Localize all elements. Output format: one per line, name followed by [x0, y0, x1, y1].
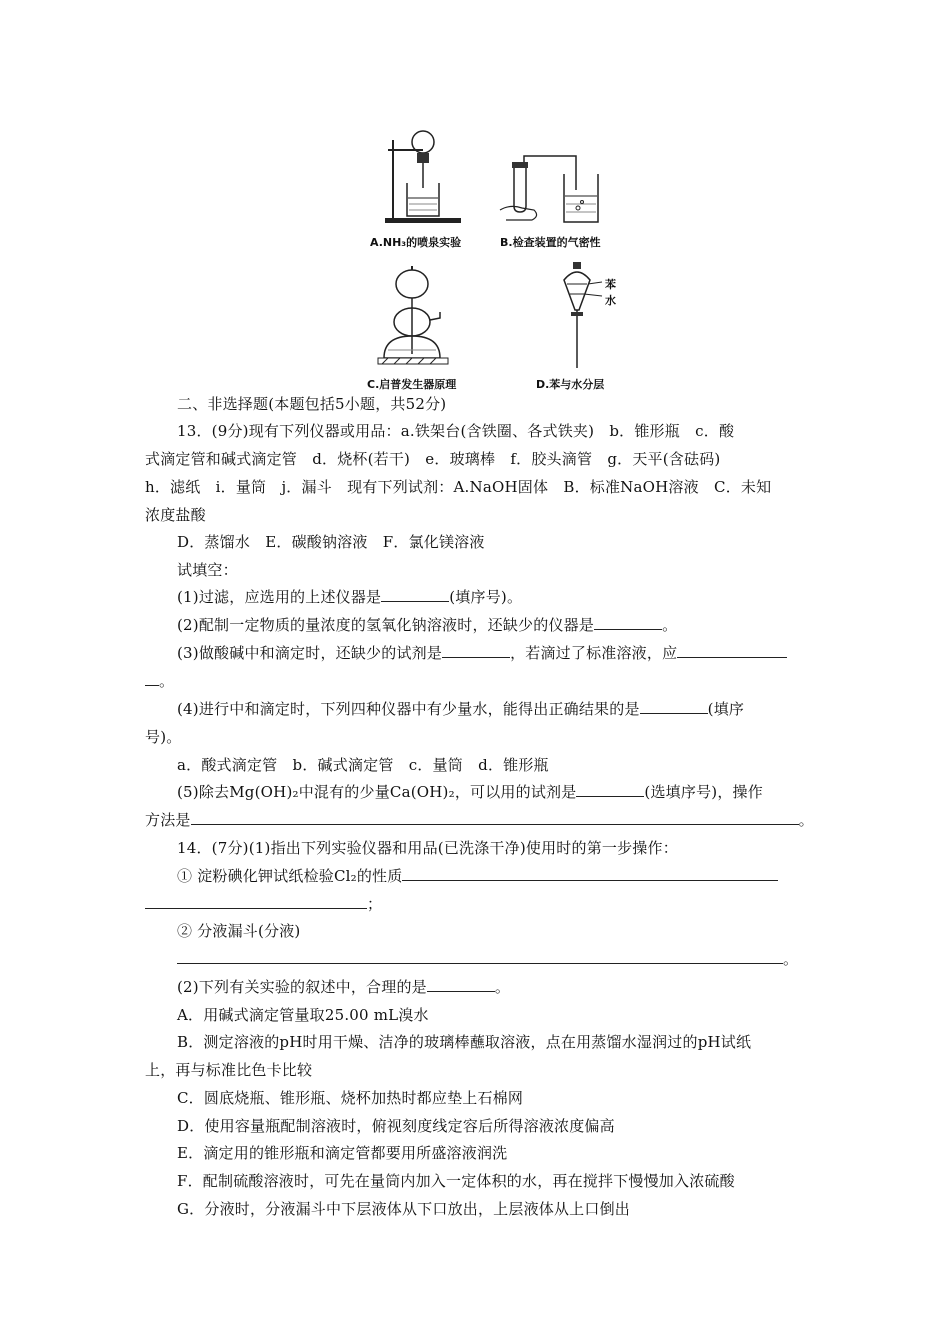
q13-part-4 — [177, 699, 744, 719]
q14-part-2-suffix: 。 — [494, 978, 511, 996]
q13-line-3: h．滤纸 i．量筒 j．漏斗 现有下列试剂：A.NaOH固体 B．标准NaOH溶液 C．未知 — [145, 478, 772, 496]
q13-part-4-continuation: 号)。 — [145, 728, 182, 746]
q14-item-2: ② 分液漏斗(分液) — [177, 922, 301, 940]
q13-part-3-blank-2[interactable] — [677, 643, 787, 658]
q13-part-2 — [177, 615, 677, 635]
q14-item-2-suffix: 。 — [783, 950, 799, 968]
q14-option-d: D．使用容量瓶配制溶液时，俯视刻度线定容后所得溶液浓度偏高 — [177, 1117, 615, 1135]
q13-part-3-blank-2-continued[interactable] — [145, 671, 159, 686]
q13-part-4-blank[interactable] — [640, 699, 708, 714]
q13-line-1: 13．(9分)现有下列仪器或用品：a.铁架台(含铁圈、各式铁夹) b．锥形瓶 c．酸 — [177, 422, 735, 440]
figure-c-kipp-generator — [378, 262, 468, 372]
q14-item-1-blank[interactable] — [402, 866, 778, 881]
q14-item-1-suffix: ； — [367, 895, 383, 913]
figure-b-airtightness-apparatus — [500, 150, 610, 230]
q14-item-1-text: ① 淀粉碘化钾试纸检验Cl₂的性质 — [177, 867, 403, 885]
figure-a-fountain-apparatus — [383, 128, 463, 228]
figure-c-caption: C.启普发生器原理 — [367, 378, 457, 391]
q13-part-5-suffix: 。 — [798, 811, 814, 829]
q14-line-1: 14．(7分)(1)指出下列实验仪器和用品(已洗涤干净)使用时的第一步操作： — [177, 839, 678, 857]
q13-line-4: 浓度盐酸 — [145, 506, 206, 524]
q14-option-e: E．滴定用的锥形瓶和滴定管都要用所盛溶液润洗 — [177, 1144, 508, 1162]
q13-part-2-text: (2)配制一定物质的量浓度的氢氧化钠溶液时，还缺少的仪器是 — [177, 616, 595, 634]
q13-part-3-suffix: 。 — [159, 672, 175, 690]
q14-option-b-continuation: 上，再与标准比色卡比较 — [145, 1061, 313, 1079]
q13-part-4-text: (4)进行中和滴定时，下列四种仪器中有少量水，能得出正确结果的是 — [177, 700, 640, 718]
q14-part-2 — [177, 977, 510, 997]
q13-fill-prompt: 试填空： — [177, 561, 238, 579]
q13-part-4-options: a．酸式滴定管 b．碱式滴定管 c．量筒 d．锥形瓶 — [177, 756, 549, 774]
q13-part-5-continuation — [145, 810, 814, 830]
q13-part-5-middle: (选填序号)，操作 — [644, 783, 763, 801]
q14-part-2-blank[interactable] — [427, 977, 495, 992]
q13-part-5 — [177, 782, 763, 802]
q13-part-1-suffix: (填序号)。 — [449, 588, 523, 606]
q14-option-c: C．圆底烧瓶、锥形瓶、烧杯加热时都应垫上石棉网 — [177, 1089, 524, 1107]
q13-part-3 — [177, 643, 787, 663]
q13-line-2: 式滴定管和碱式滴定管 d．烧杯(若干) e．玻璃棒 f．胶头滴管 g．天平(含砝码) — [145, 450, 721, 468]
q14-item-1 — [177, 866, 778, 886]
q13-part-5-blank-2[interactable] — [191, 810, 799, 825]
section-title: 二、非选择题(本题包括5小题，共52分) — [177, 395, 447, 413]
q14-part-2-text: (2)下列有关实验的叙述中，合理的是 — [177, 978, 427, 996]
q13-part-2-suffix: 。 — [662, 616, 678, 634]
q13-part-5-method-label: 方法是 — [145, 811, 191, 829]
q13-part-3-blank-1[interactable] — [442, 643, 510, 658]
q14-option-f: F．配制硫酸溶液时，可先在量筒内加入一定体积的水，再在搅拌下慢慢加入浓硫酸 — [177, 1172, 735, 1190]
q13-part-1-blank[interactable] — [381, 587, 449, 602]
q13-part-3-text: (3)做酸碱中和滴定时，还缺少的试剂是 — [177, 644, 443, 662]
q14-item-2-answer — [177, 949, 798, 969]
q13-part-1 — [177, 587, 522, 607]
figure-d-caption: D.苯与水分层 — [536, 378, 605, 391]
figure-b-caption: B.检查装置的气密性 — [500, 236, 601, 249]
q14-option-a: A．用碱式滴定管量取25.00 mL溴水 — [177, 1006, 429, 1024]
figure-d-label-water: 水 — [605, 294, 616, 307]
q14-option-b: B．测定溶液的pH时用干燥、洁净的玻璃棒蘸取溶液，点在用蒸馏水湿润过的pH试纸 — [177, 1033, 752, 1051]
q13-part-2-blank[interactable] — [594, 615, 662, 630]
q14-item-1-continuation — [145, 894, 382, 914]
figure-a-caption: A.NH₃的喷泉实验 — [370, 236, 462, 249]
q14-option-g: G．分液时，分液漏斗中下层液体从下口放出，上层液体从上口倒出 — [177, 1200, 630, 1218]
q13-part-4-suffix: (填序 — [707, 700, 745, 718]
q13-line-5: D．蒸馏水 E．碳酸钠溶液 F．氯化镁溶液 — [177, 533, 485, 551]
q14-item-1-blank-continued[interactable] — [145, 894, 367, 909]
q14-item-2-blank[interactable] — [177, 949, 783, 964]
q13-part-3-continuation — [145, 671, 174, 691]
q13-part-5-blank-1[interactable] — [576, 782, 644, 797]
q13-part-1-text: (1)过滤，应选用的上述仪器是 — [177, 588, 382, 606]
figure-d-label-benzene: 苯 — [605, 278, 616, 291]
figure-d-separatory-funnel — [552, 260, 612, 372]
q13-part-3-middle: ，若滴过了标准溶液，应 — [510, 644, 678, 662]
q13-part-5-text: (5)除去Mg(OH)₂中混有的少量Ca(OH)₂，可以用的试剂是 — [177, 783, 577, 801]
